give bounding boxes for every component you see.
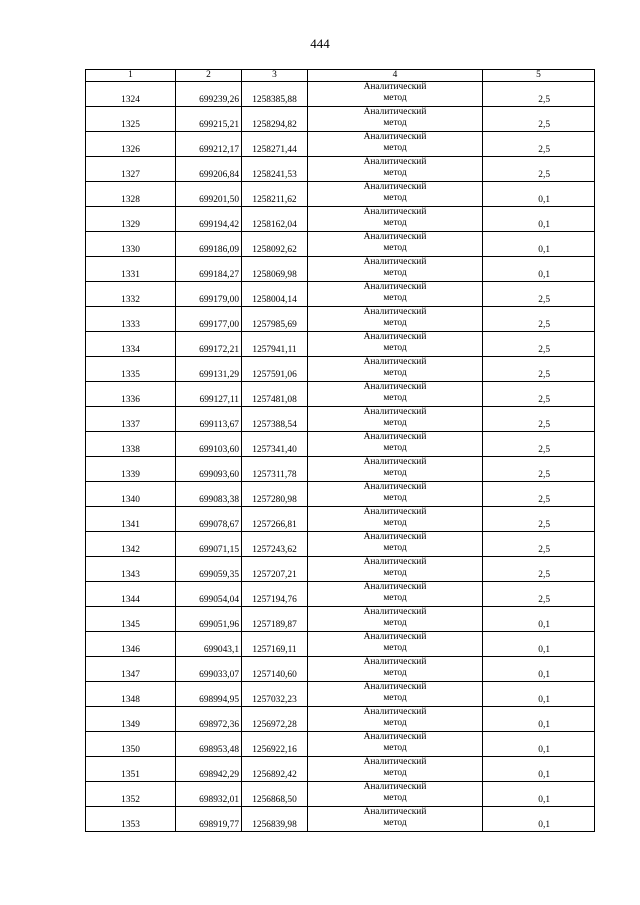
accuracy-cell: 0,1 [483,182,595,207]
accuracy-cell: 0,1 [483,632,595,657]
point-number-cell: 1341 [86,507,176,532]
y-coordinate-cell: 1257194,76 [242,582,308,607]
table-row [86,632,595,657]
accuracy-cell: 2,5 [483,132,595,157]
accuracy-cell: 0,1 [483,807,595,832]
method-cell: Аналитический метод [308,807,483,832]
x-coordinate-cell: 699043,1 [176,632,242,657]
x-coordinate-cell: 699186,09 [176,232,242,257]
accuracy-cell: 0,1 [483,757,595,782]
y-coordinate-cell: 1257941,11 [242,332,308,357]
point-number-cell: 1325 [86,107,176,132]
point-number-cell: 1342 [86,532,176,557]
x-coordinate-cell: 699078,67 [176,507,242,532]
column-header-4: 4 [308,70,483,82]
x-coordinate-cell: 698953,48 [176,732,242,757]
point-number-cell: 1351 [86,757,176,782]
point-number-cell: 1339 [86,457,176,482]
x-coordinate-cell: 699239,26 [176,82,242,107]
accuracy-cell: 0,1 [483,682,595,707]
accuracy-cell: 2,5 [483,282,595,307]
method-cell: Аналитический метод [308,557,483,582]
table-row [86,557,595,582]
coordinates-table [85,69,595,832]
method-cell: Аналитический метод [308,732,483,757]
x-coordinate-cell: 699179,00 [176,282,242,307]
y-coordinate-cell: 1258092,62 [242,232,308,257]
x-coordinate-cell: 699172,21 [176,332,242,357]
point-number-cell: 1330 [86,232,176,257]
accuracy-cell: 2,5 [483,532,595,557]
point-number-cell: 1346 [86,632,176,657]
method-cell: Аналитический метод [308,157,483,182]
y-coordinate-cell: 1257169,11 [242,632,308,657]
table-row [86,282,595,307]
table-row [86,207,595,232]
x-coordinate-cell: 698972,36 [176,707,242,732]
column-header-3: 3 [242,70,308,82]
x-coordinate-cell: 699103,60 [176,432,242,457]
table-row [86,732,595,757]
table-row [86,182,595,207]
table-row [86,582,595,607]
point-number-cell: 1333 [86,307,176,332]
x-coordinate-cell: 699093,60 [176,457,242,482]
point-number-cell: 1353 [86,807,176,832]
x-coordinate-cell: 699033,07 [176,657,242,682]
column-header-1: 1 [86,70,176,82]
accuracy-cell: 2,5 [483,407,595,432]
x-coordinate-cell: 699083,38 [176,482,242,507]
method-cell: Аналитический метод [308,507,483,532]
method-cell: Аналитический метод [308,482,483,507]
table-row [86,607,595,632]
accuracy-cell: 2,5 [483,107,595,132]
column-header-5: 5 [483,70,595,82]
method-cell: Аналитический метод [308,607,483,632]
y-coordinate-cell: 1257388,54 [242,407,308,432]
x-coordinate-cell: 699054,04 [176,582,242,607]
y-coordinate-cell: 1258385,88 [242,82,308,107]
method-cell: Аналитический метод [308,782,483,807]
point-number-cell: 1337 [86,407,176,432]
table-row [86,382,595,407]
y-coordinate-cell: 1257266,81 [242,507,308,532]
method-cell: Аналитический метод [308,407,483,432]
point-number-cell: 1347 [86,657,176,682]
point-number-cell: 1348 [86,682,176,707]
method-cell: Аналитический метод [308,657,483,682]
x-coordinate-cell: 699127,11 [176,382,242,407]
table-row [86,107,595,132]
accuracy-cell: 2,5 [483,307,595,332]
point-number-cell: 1324 [86,82,176,107]
table-row [86,132,595,157]
method-cell: Аналитический метод [308,382,483,407]
y-coordinate-cell: 1257985,69 [242,307,308,332]
x-coordinate-cell: 699201,50 [176,182,242,207]
accuracy-cell: 2,5 [483,157,595,182]
y-coordinate-cell: 1257189,87 [242,607,308,632]
point-number-cell: 1327 [86,157,176,182]
table-row [86,757,595,782]
point-number-cell: 1328 [86,182,176,207]
table-row [86,707,595,732]
point-number-cell: 1345 [86,607,176,632]
accuracy-cell: 0,1 [483,657,595,682]
x-coordinate-cell: 699071,15 [176,532,242,557]
table-body [86,82,595,832]
method-cell: Аналитический метод [308,257,483,282]
y-coordinate-cell: 1257032,23 [242,682,308,707]
y-coordinate-cell: 1258241,53 [242,157,308,182]
y-coordinate-cell: 1256892,42 [242,757,308,782]
accuracy-cell: 0,1 [483,607,595,632]
accuracy-cell: 2,5 [483,557,595,582]
accuracy-cell: 2,5 [483,482,595,507]
method-cell: Аналитический метод [308,582,483,607]
method-cell: Аналитический метод [308,82,483,107]
x-coordinate-cell: 698919,77 [176,807,242,832]
table-row [86,657,595,682]
x-coordinate-cell: 699184,27 [176,257,242,282]
accuracy-cell: 0,1 [483,782,595,807]
x-coordinate-cell: 699215,21 [176,107,242,132]
method-cell: Аналитический метод [308,207,483,232]
method-cell: Аналитический метод [308,532,483,557]
method-cell: Аналитический метод [308,307,483,332]
y-coordinate-cell: 1257280,98 [242,482,308,507]
y-coordinate-cell: 1257243,62 [242,532,308,557]
point-number-cell: 1338 [86,432,176,457]
method-cell: Аналитический метод [308,357,483,382]
x-coordinate-cell: 699212,17 [176,132,242,157]
point-number-cell: 1329 [86,207,176,232]
method-cell: Аналитический метод [308,132,483,157]
table-row [86,682,595,707]
y-coordinate-cell: 1258271,44 [242,132,308,157]
x-coordinate-cell: 699131,29 [176,357,242,382]
accuracy-cell: 0,1 [483,732,595,757]
table-row [86,482,595,507]
accuracy-cell: 0,1 [483,707,595,732]
table-header-row [86,70,595,82]
point-number-cell: 1326 [86,132,176,157]
table-row [86,257,595,282]
x-coordinate-cell: 699113,67 [176,407,242,432]
y-coordinate-cell: 1257140,60 [242,657,308,682]
accuracy-cell: 0,1 [483,232,595,257]
y-coordinate-cell: 1257481,08 [242,382,308,407]
accuracy-cell: 2,5 [483,382,595,407]
table-row [86,232,595,257]
column-header-2: 2 [176,70,242,82]
table-row [86,332,595,357]
y-coordinate-cell: 1258069,98 [242,257,308,282]
y-coordinate-cell: 1257591,06 [242,357,308,382]
point-number-cell: 1352 [86,782,176,807]
x-coordinate-cell: 699051,96 [176,607,242,632]
accuracy-cell: 2,5 [483,432,595,457]
table-row [86,157,595,182]
accuracy-cell: 2,5 [483,582,595,607]
method-cell: Аналитический метод [308,682,483,707]
method-cell: Аналитический метод [308,432,483,457]
x-coordinate-cell: 698942,29 [176,757,242,782]
y-coordinate-cell: 1258211,62 [242,182,308,207]
y-coordinate-cell: 1258162,04 [242,207,308,232]
table-row [86,457,595,482]
point-number-cell: 1332 [86,282,176,307]
table-row [86,407,595,432]
table-row [86,532,595,557]
y-coordinate-cell: 1256972,28 [242,707,308,732]
method-cell: Аналитический метод [308,457,483,482]
point-number-cell: 1336 [86,382,176,407]
x-coordinate-cell: 699194,42 [176,207,242,232]
table-row [86,807,595,832]
table-row [86,82,595,107]
y-coordinate-cell: 1258004,14 [242,282,308,307]
accuracy-cell: 0,1 [483,207,595,232]
point-number-cell: 1349 [86,707,176,732]
x-coordinate-cell: 698994,95 [176,682,242,707]
y-coordinate-cell: 1256922,16 [242,732,308,757]
accuracy-cell: 2,5 [483,332,595,357]
table-row [86,432,595,457]
table-row [86,357,595,382]
point-number-cell: 1334 [86,332,176,357]
point-number-cell: 1344 [86,582,176,607]
table-row [86,307,595,332]
accuracy-cell: 2,5 [483,507,595,532]
method-cell: Аналитический метод [308,707,483,732]
accuracy-cell: 2,5 [483,82,595,107]
method-cell: Аналитический метод [308,232,483,257]
x-coordinate-cell: 699206,84 [176,157,242,182]
point-number-cell: 1340 [86,482,176,507]
y-coordinate-cell: 1257207,21 [242,557,308,582]
point-number-cell: 1350 [86,732,176,757]
table-row [86,507,595,532]
point-number-cell: 1331 [86,257,176,282]
x-coordinate-cell: 699177,00 [176,307,242,332]
accuracy-cell: 2,5 [483,357,595,382]
y-coordinate-cell: 1256868,50 [242,782,308,807]
point-number-cell: 1335 [86,357,176,382]
method-cell: Аналитический метод [308,107,483,132]
method-cell: Аналитический метод [308,757,483,782]
method-cell: Аналитический метод [308,632,483,657]
y-coordinate-cell: 1258294,82 [242,107,308,132]
y-coordinate-cell: 1257311,78 [242,457,308,482]
accuracy-cell: 0,1 [483,257,595,282]
x-coordinate-cell: 699059,35 [176,557,242,582]
x-coordinate-cell: 698932,01 [176,782,242,807]
method-cell: Аналитический метод [308,282,483,307]
y-coordinate-cell: 1257341,40 [242,432,308,457]
y-coordinate-cell: 1256839,98 [242,807,308,832]
method-cell: Аналитический метод [308,182,483,207]
method-cell: Аналитический метод [308,332,483,357]
point-number-cell: 1343 [86,557,176,582]
page-number: 444 [310,36,330,51]
accuracy-cell: 2,5 [483,457,595,482]
table-row [86,782,595,807]
